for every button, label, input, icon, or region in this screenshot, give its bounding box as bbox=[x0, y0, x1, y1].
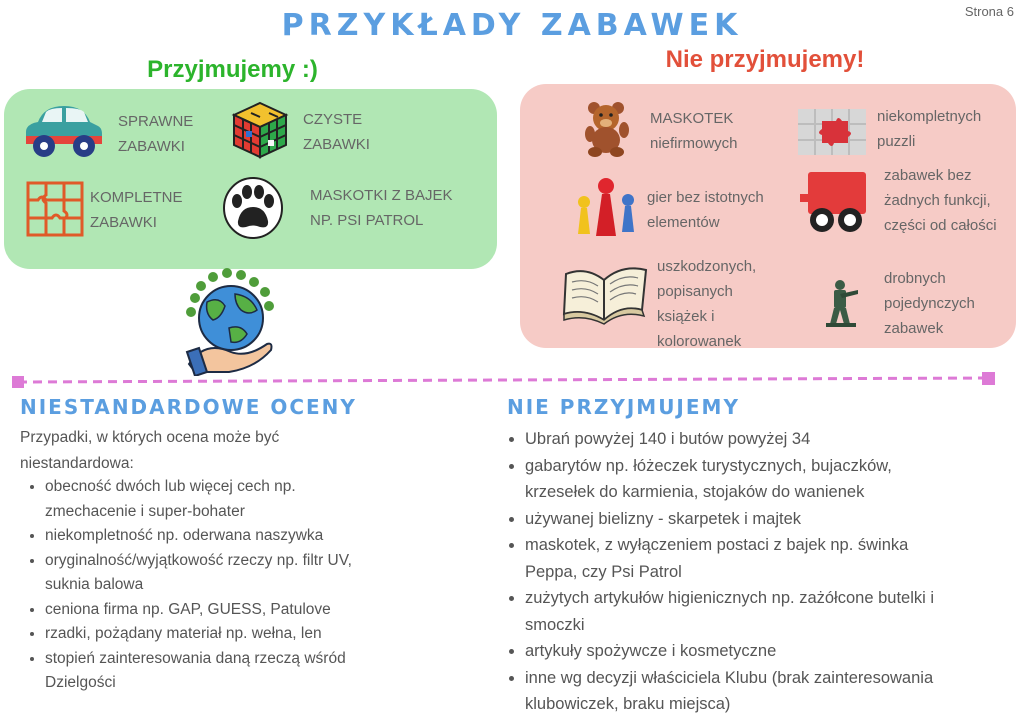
open-book-icon bbox=[562, 262, 648, 326]
rejected-item-label: puzzli bbox=[877, 133, 916, 150]
toy-car-icon bbox=[24, 104, 104, 160]
not-accepted-heading: NIE PRZYJMUJEMY bbox=[507, 395, 740, 419]
toy-soldier-icon bbox=[824, 278, 860, 328]
list-item: • obecność dwóch lub więcej cech np. zmechacenie i super-bohater bbox=[45, 475, 515, 524]
nonstandard-list bbox=[20, 475, 515, 696]
rejected-heading: Nie przyjmujemy! bbox=[665, 46, 865, 73]
puzzle-piece-icon bbox=[798, 109, 866, 155]
list-item: • gabarytów np. łóżeczek turystycznych, bujaczków, krzesełek do karmienia, stojaków do wanienek bbox=[525, 453, 1024, 506]
rejected-item-label: uszkodzonych, bbox=[657, 258, 757, 275]
page-number: Strona 6 bbox=[964, 4, 1014, 19]
list-item: • Ubrań powyżej 140 i butów powyżej 34 bbox=[525, 426, 1024, 453]
nonstandard-intro: niestandardowa: bbox=[20, 455, 134, 472]
puzzle-icon bbox=[26, 181, 84, 237]
accepted-item-label: ZABAWKI bbox=[118, 138, 185, 155]
nonstandard-intro: Przypadki, w których ocena może być bbox=[20, 429, 280, 446]
rejected-item-label: popisanych bbox=[657, 283, 733, 300]
list-item: • artykuły spożywcze i kosmetyczne bbox=[525, 638, 1024, 665]
accepted-item-label: NP. PSI PATROL bbox=[310, 212, 424, 229]
list-item: • maskotek, z wyłączeniem postaci z bajek np. świnka Peppa, czy Psi Patrol bbox=[525, 532, 1024, 585]
rejected-item-label: zabawek bez bbox=[884, 167, 972, 184]
accepted-item-label: CZYSTE bbox=[303, 111, 363, 128]
page-title: PRZYKŁADY ZABAWEK bbox=[281, 8, 743, 43]
accepted-item-label: MASKOTKI Z BAJEK bbox=[310, 187, 453, 204]
accepted-item-label: KOMPLETNE bbox=[90, 189, 183, 206]
rejected-item-label: książek i bbox=[657, 308, 715, 325]
list-item: • niekompletność np. oderwana naszywka bbox=[45, 524, 515, 549]
rejected-item-label: zabawek bbox=[884, 320, 944, 337]
list-item: • oryginalność/wyjątkowość rzeczy np. filtr UV, suknia balowa bbox=[45, 549, 515, 598]
rejected-item-label: gier bez istotnych bbox=[647, 189, 764, 206]
list-item: • inne wg decyzji właściciela Klubu (brak zainteresowania klubowiczek, braku miejsca) bbox=[525, 665, 1024, 718]
rejected-item-label: żadnych funkcji, bbox=[884, 192, 991, 209]
nonstandard-heading: NIESTANDARDOWE OCENY bbox=[20, 395, 357, 419]
accepted-item-label: ZABAWKI bbox=[90, 214, 157, 231]
section-divider bbox=[10, 372, 1000, 388]
rejected-item-label: niefirmowych bbox=[650, 135, 738, 152]
rejected-item-label: drobnych bbox=[884, 270, 946, 287]
rejected-item-label: MASKOTEK bbox=[650, 110, 734, 127]
board-game-pawns-icon bbox=[572, 176, 642, 238]
list-item: • stopień zainteresowania daną rzeczą wśród Dzielgości bbox=[45, 647, 515, 696]
rubiks-cube-icon bbox=[230, 100, 290, 160]
toy-wagon-icon bbox=[800, 170, 870, 236]
rejected-item-label: pojedynczych bbox=[884, 295, 975, 312]
list-item: • rzadki, pożądany materiał np. wełna, len bbox=[45, 622, 515, 647]
teddy-bear-icon bbox=[582, 100, 630, 158]
globe-hand-icon bbox=[185, 268, 277, 376]
list-item: • ceniona firma np. GAP, GUESS, Patulove bbox=[45, 598, 515, 623]
accepted-item-label: ZABAWKI bbox=[303, 136, 370, 153]
paw-print-icon bbox=[223, 177, 283, 239]
list-item: • zużytych artykułów higienicznych np. zażółcone butelki i smoczki bbox=[525, 585, 1024, 638]
not-accepted-list bbox=[500, 426, 1024, 718]
accepted-item-label: SPRAWNE bbox=[118, 113, 194, 130]
rejected-item-label: niekompletnych bbox=[877, 108, 982, 125]
list-item: • używanej bielizny - skarpetek i majtek bbox=[525, 506, 1024, 533]
rejected-item-label: elementów bbox=[647, 214, 720, 231]
accepted-heading: Przyjmujemy :) bbox=[147, 56, 318, 83]
rejected-item-label: kolorowanek bbox=[657, 333, 742, 350]
rejected-item-label: części od całości bbox=[884, 217, 997, 234]
